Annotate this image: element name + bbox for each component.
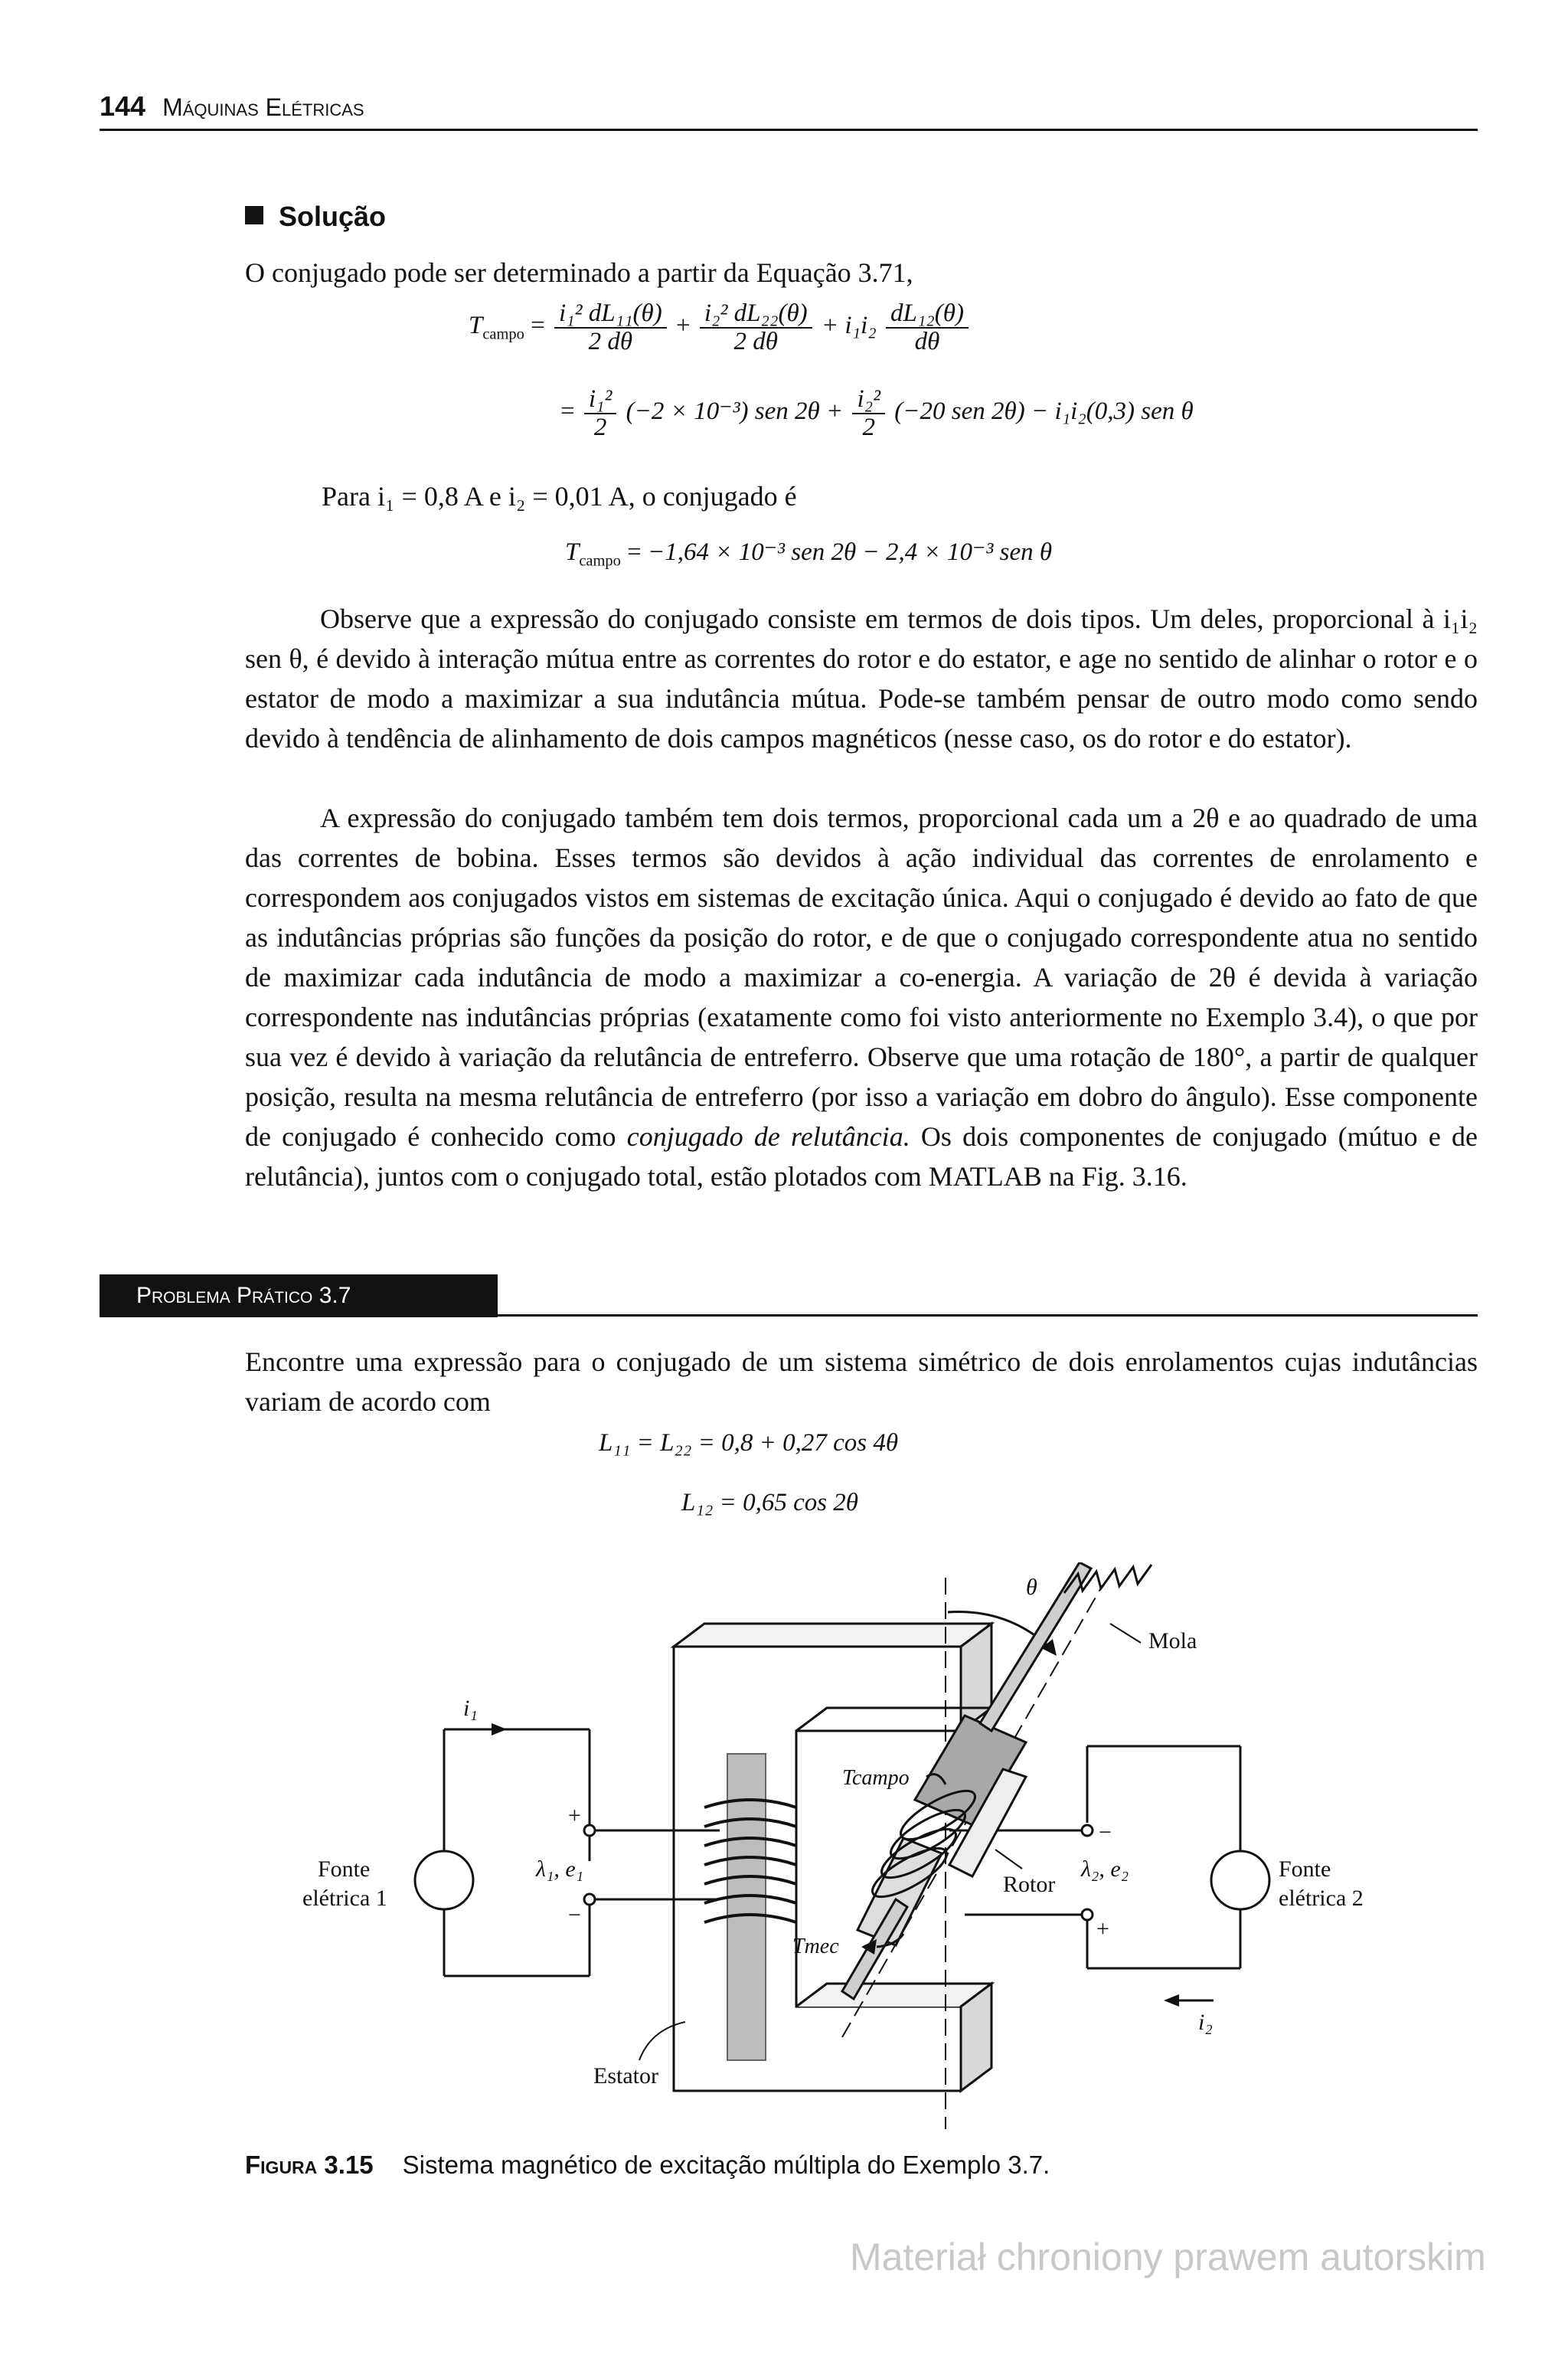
label-plus-right: + <box>1096 1916 1109 1941</box>
label-fonte2-line2: elétrica 2 <box>1279 1886 1364 1911</box>
fonte1-gap <box>439 1853 449 1907</box>
figure-3-15-diagram <box>291 1562 1401 2129</box>
label-fonte1-line2: elétrica 1 <box>302 1886 387 1911</box>
figure-caption-label: Figura 3.15 <box>245 2151 374 2179</box>
mola-leader <box>1110 1624 1141 1643</box>
eq3-rhs: −1,64 × 10⁻³ sen 2θ − 2,4 × 10⁻³ sen θ <box>647 538 1053 566</box>
label-rotor: Rotor <box>1003 1872 1056 1897</box>
eq1-term2: $\frac{\text{i₂² dL₂₂(θ)}}{2 d\theta}$ <box>700 300 812 355</box>
label-i1: i₁ <box>463 1696 478 1721</box>
equation-2: = $\frac{\text{i₁²}}{2}$ (−2 × 10⁻³) sen 2θ + $\frac{\text{i₂²}}{2}$ (−20 sen 2θ) − i₁i₂(0,3) sen θ <box>560 385 1194 441</box>
running-head <box>100 90 364 123</box>
equation-3: $T_{campo} = -1,64 \times 10^{-3}$ sen 2θ − 2,4 × 10⁻³ sen θ <box>565 538 1053 570</box>
condition-text: Para i₁ = 0,8 A e i₂ = 0,01 A, o conjugado é <box>322 481 797 512</box>
solution-intro: O conjugado pode ser determinado a partir da Equação 3.71, <box>245 257 913 288</box>
label-i2: i₂ <box>1198 2010 1213 2035</box>
label-lambda1: λ₁, e₁ <box>536 1856 584 1882</box>
label-fonte1-line1: Fonte <box>318 1856 371 1882</box>
problem-equation-a: L₁₁ = L₂₂ = 0,8 + 0,27 cos 4θ <box>599 1429 899 1457</box>
paragraph-2: A expressão do conjugado também tem dois termos, proporcional cada um a 2θ e ao quadrado de uma das correntes de bobina. Esses termos são devidos à ação individual das correntes de enrolamento e correspondem aos conjugados vistos em sistemas de excitação única. Aqui o conjugado é devido ao fato de que as indutâncias próprias são funções da posição do rotor, e de que o conjugado correspondente atua no sentido de maximizar cada indutância de modo a maximizar a co-energia. A variação de 2θ é devida à variação correspondente nas indutâncias próprias (exatamente como foi visto anteriormente no Exemplo 3.4), o que por sua vez é devido à variação da relutância de entreferro. Observe que uma rotação de 180°, a partir de qualquer posição, resulta na mesma relutância de entreferro (por isso a variação em dobro do ângulo). Esse componente de conjugado é conhecido como conjugado de relutância. Os dois componentes de conjugado (mútuo e de relutância), juntos com o conjugado total, estão plotados com MATLAB na Fig. 3.16. <box>245 803 1478 1192</box>
label-mola: Mola <box>1148 1628 1197 1654</box>
book-title: Máquinas Elétricas <box>162 93 364 121</box>
eq1-lhs: $T_{campo}$ <box>469 312 524 343</box>
figure-caption-text: Sistema magnético de excitação múltipla do Exemplo 3.7. <box>402 2151 1050 2179</box>
eq2-frac1: $\frac{\text{i₁²}}{2}$ <box>584 386 617 440</box>
equation-1: $T_{campo}$ = $\frac{\text{i₁² dL₁₁(θ)}}{2 d\theta}$ + $\frac{\text{i₂² dL₂₂(θ)}}{2 d\theta}$ + i₁i₂ $\frac{\text{dL₁₂(θ)}}{d\theta}$ <box>469 300 972 355</box>
label-t-mec: Tmec <box>792 1935 839 1958</box>
i1-arrow-icon <box>492 1723 507 1735</box>
label-minus-left: − <box>568 1902 581 1928</box>
problem-text: Encontre uma expressão para o conjugado de um sistema simétrico de dois enrolamentos cujas indutâncias variam de acordo com <box>245 1346 1478 1417</box>
practice-problem-bar: Problema Prático 3.7 <box>100 1274 498 1317</box>
solution-heading <box>245 201 386 233</box>
eq1-term3: $\frac{\text{dL₁₂(θ)}}{d\theta}$ <box>886 300 969 355</box>
label-fonte2-line1: Fonte <box>1279 1856 1331 1882</box>
label-theta: θ <box>1026 1575 1037 1600</box>
label-t-campo: Tcampo <box>842 1766 910 1790</box>
eq2-mid2: (−20 sen 2θ) − i₁i₂(0,3) sen θ <box>894 397 1194 426</box>
figure-caption <box>245 2151 1050 2180</box>
label-estator: Estator <box>593 2063 658 2089</box>
paragraph-1: Observe que a expressão do conjugado consiste em termos de dois tipos. Um deles, proporcional à i₁i₂ sen θ, é devido à interação mútua entre as correntes do rotor e do estator, e age no sentido de alinhar o rotor e o estator de modo a maximizar a sua indutância mútua. Pode-se também pensar de outro modo como sendo devido à tendência de alinhamento de dois campos magnéticos (nesse caso, os do rotor e do estator). <box>245 604 1478 754</box>
practice-problem-rule <box>498 1314 1478 1317</box>
page-number: 144 <box>100 90 146 122</box>
eq2-frac2: $\frac{\text{i₂²}}{2}$ <box>852 386 885 440</box>
label-minus-right: − <box>1099 1820 1112 1845</box>
i2-arrow-icon <box>1164 1994 1179 2007</box>
eq2-mid1: (−2 × 10⁻³) sen 2θ + <box>626 397 844 426</box>
stator-core <box>674 1624 991 2091</box>
eq1-term1: $\frac{\text{i₁² dL₁₁(θ)}}{2 d\theta}$ <box>554 300 667 355</box>
copyright-watermark: Materiał chroniony prawem autorskim <box>850 2236 1486 2278</box>
solution-heading-text: Solução <box>279 201 387 232</box>
problem-equation-b: L₁₂ = 0,65 cos 2θ <box>681 1489 859 1516</box>
rotor-leader <box>995 1850 1022 1869</box>
label-plus-left: + <box>568 1803 581 1828</box>
square-bullet-icon <box>245 206 263 224</box>
header-rule <box>100 129 1478 131</box>
eq1-coef: + i₁i₂ <box>821 312 877 340</box>
label-lambda2: λ₂, e₂ <box>1081 1856 1129 1882</box>
